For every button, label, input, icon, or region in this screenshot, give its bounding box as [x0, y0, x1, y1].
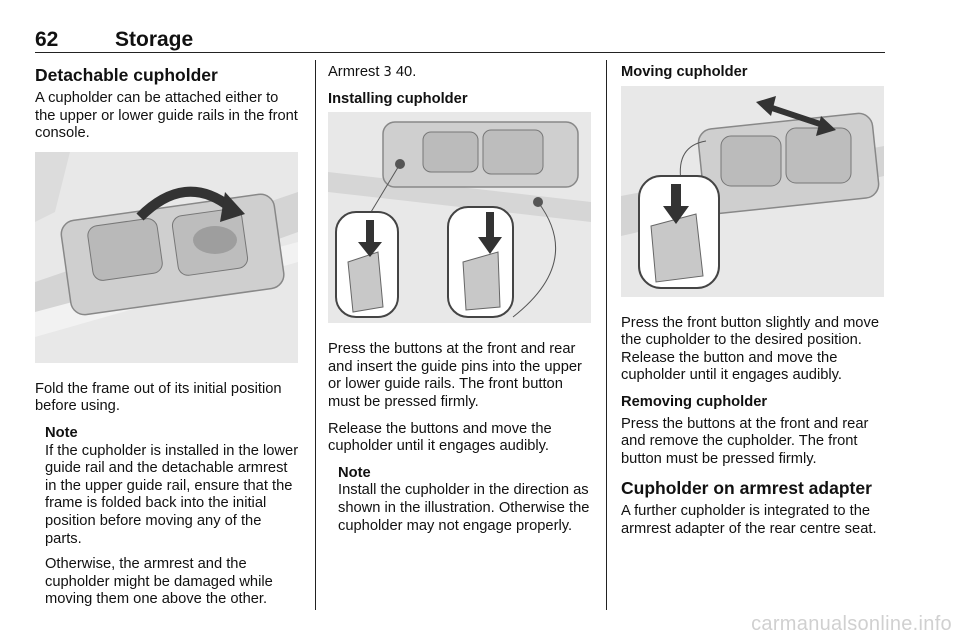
- install-paragraph-1: Press the buttons at the front and rear and insert the guide pins into the upper or lower guide rails. The front button must be pressed firmly.: [328, 341, 582, 410]
- watermark: carmanualsonline.info: [751, 613, 952, 635]
- removing-cupholder-heading: Removing cupholder: [621, 393, 768, 410]
- note-paragraph-1: If the cupholder is installed in the lower guide rail and the detachable armrest in the upper guide rail, ensure that the frame is folded back into the initial position before moving any of the parts.: [45, 442, 299, 547]
- section-title: Storage: [115, 28, 194, 51]
- cupholder-moving-illustration-icon: [621, 86, 884, 297]
- installing-cupholder-heading: Installing cupholder: [328, 90, 468, 107]
- armrest-adapter-heading: Cupholder on armrest adapter: [621, 478, 872, 499]
- note-block: [35, 425, 300, 609]
- column-2: [328, 64, 593, 544]
- armrest-reference: [328, 64, 593, 82]
- intro-paragraph: A cupholder can be attached either to the upper or lower guide rails in the front console.: [35, 90, 298, 142]
- install-note-block: [328, 465, 593, 535]
- removing-paragraph: Press the buttons at the front and rear and remove the cupholder. The front button must be pressed firmly.: [621, 415, 869, 467]
- adapter-paragraph: A further cupholder is integrated to the armrest adapter of the rear centre seat.: [621, 503, 877, 537]
- cupholder-frame-fold-illustration-icon: [35, 152, 298, 363]
- cupholder-install-illustration-icon: [328, 112, 591, 323]
- note-paragraph-2: Otherwise, the armrest and the cupholder might be damaged while moving them one above the other.: [45, 556, 273, 608]
- moving-paragraph: Press the front button slightly and move the cupholder to the desired position. Release the button and move the cupholder until it engages audibly.: [621, 314, 879, 384]
- column-3: [621, 64, 886, 548]
- header-rule: [35, 52, 885, 53]
- ref-text: Armrest: [328, 64, 380, 80]
- detachable-cupholder-heading: Detachable cupholder: [35, 65, 218, 85]
- page-number: 62: [35, 28, 59, 51]
- moving-cupholder-heading: Moving cupholder: [621, 64, 748, 80]
- fold-instruction: Fold the frame out of its initial position before using.: [35, 380, 282, 415]
- column-1: [35, 64, 300, 618]
- install-note-paragraph: Install the cupholder in the direction as shown in the illustration. Otherwise the cupholder may not engage properly.: [338, 482, 590, 534]
- ref-arrow-icon: 3: [383, 65, 392, 80]
- column-divider-2: [606, 60, 607, 610]
- note-label: Note: [45, 424, 78, 441]
- ref-page: 40.: [395, 64, 417, 80]
- install-note-label: Note: [338, 464, 371, 481]
- column-divider-1: [315, 60, 316, 610]
- page-header: [35, 28, 885, 53]
- install-paragraph-2: Release the buttons and move the cupholder until it engages audibly.: [328, 420, 552, 455]
